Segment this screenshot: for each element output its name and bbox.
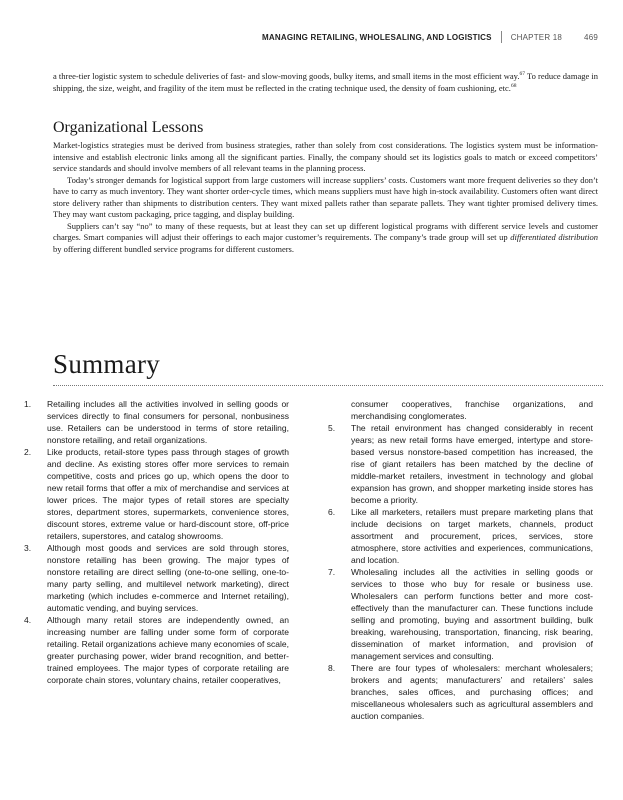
summary-item xyxy=(24,446,289,542)
summary-item xyxy=(328,662,593,722)
page-number: 469 xyxy=(584,33,598,42)
running-head xyxy=(0,31,598,45)
summary-item xyxy=(24,398,289,446)
footnote-ref: 67 xyxy=(519,71,525,78)
paragraph: Today’s stronger demands for logistical support from large customers will increase suppliers’ costs. Customers want more frequent deliveries so they don’t have to carry as much inventory. They want shorter order-cycle times, which means suppliers must have high in-stock availability. Customers often want direct store delivery rather than shipments to distribution centers. They want mixed pallets rather than separate pallets. They want tighter promised delivery times. They may want custom packaging, price tagging, and display building. xyxy=(53,174,598,219)
paragraph-text: Suppliers can’t say “no” to many of these requests, but at least they can set up different logistical programs with different service levels and customer charges. Smart companies will adjust their offerings to each major customer’s requirements. The company’s trade group will set up xyxy=(53,220,598,242)
intro-text-2: To reduce damage in shipping, the size, weight, and fragility of the item must be reflected in the crating technique used, the density of foam cushioning, etc. xyxy=(53,71,599,93)
emphasized-term: differentiated distribution xyxy=(510,232,598,242)
item-text: Retailing includes all the activities involved in selling goods or services directly to final consumers for personal, nonbusiness use. Retailers can be understood in terms of store retailing, nonstore retailing, and retail organizations. xyxy=(47,399,289,445)
item-number: 1. xyxy=(24,399,32,409)
item-text: The retail environment has changed considerably in recent years; as new retail forms have emerged, intertype and store-based versus nonstore-based competition has increased, the rise of giant retailers has been matched by the decline of middle-market retailers, investment in technology and global expansion has grown, and shopper marketing inside stores has become a priority. xyxy=(351,423,593,505)
footnote-ref: 68 xyxy=(510,82,517,89)
intro-paragraph xyxy=(53,71,598,94)
organizational-lessons-body xyxy=(53,140,598,255)
summary-column-left xyxy=(24,398,289,686)
paragraph: Market-logistics strategies must be derived from business strategies, rather than solely from cost considerations. The logistics system must be information-intensive and establish electronic links among all the significant parties. Finally, the company should set its logistics goals to match or exceed competitors’ service standards and should involve members of all relevant teams in the planning process. xyxy=(53,140,598,173)
item-text: Like all marketers, retailers must prepare marketing plans that include decisions on target markets, channels, product assortment and procurement, prices, services, store atmosphere, store activities and experiences, communications, and location. xyxy=(351,507,593,565)
running-head-chapter: CHAPTER 18 xyxy=(510,33,563,42)
item-number: 4. xyxy=(24,615,32,625)
paragraph-text: by offering different bundled service programs for different customers. xyxy=(53,243,294,254)
item-text: There are four types of wholesalers: merchant wholesalers; brokers and agents; manufacturers’ and retailers’ sales branches, sales offices, and purchasing offices; and miscellaneous wholesalers such as agricultural assemblers and auction companies. xyxy=(351,663,593,721)
summary-item xyxy=(328,566,593,662)
item-number: 7. xyxy=(328,567,336,577)
section-heading-organizational-lessons: Organizational Lessons xyxy=(53,119,204,136)
summary-item-continued xyxy=(328,398,593,422)
item-number: 3. xyxy=(24,543,32,553)
item-text: consumer cooperatives, franchise organizations, and merchandising conglomerates. xyxy=(351,399,593,421)
summary-item xyxy=(24,614,289,686)
item-number: 2. xyxy=(24,447,32,457)
summary-column-right xyxy=(328,398,593,722)
paragraph xyxy=(53,221,598,256)
summary-heading: Summary xyxy=(53,349,161,379)
item-number: 5. xyxy=(328,423,336,433)
item-text: Although many retail stores are independently owned, an increasing number are falling under some form of corporate retailing. Retail organizations achieve many economies of scale, greater purchasing power, wider brand recognition, and better-trained employees. The major types of corporate retailing are corporate chain stores, voluntary chains, retailer cooperatives, xyxy=(47,615,289,685)
item-number: 6. xyxy=(328,507,336,517)
dotted-divider xyxy=(53,385,603,386)
summary-item xyxy=(24,542,289,614)
item-number xyxy=(328,398,351,422)
running-head-title: MANAGING RETAILING, WHOLESALING, AND LOGISTICS xyxy=(262,33,492,42)
summary-item xyxy=(328,506,593,566)
item-number: 8. xyxy=(328,663,336,673)
running-head-divider xyxy=(501,31,502,43)
item-text: Although most goods and services are sold through stores, nonstore retailing has been growing. The major types of nonstore retailing are direct selling (one-to-one selling, one-to-many party selling, and multilevel network marketing), direct marketing (which includes e-commerce and Internet retailing), automatic vending, and buying services. xyxy=(47,543,289,613)
summary-item xyxy=(328,422,593,506)
item-text: Wholesaling includes all the activities in selling goods or services to those who buy for resale or business use. Wholesalers can perform functions better and more cost-effectively than the manufacturer can. These functions include selling and promoting, buying and assortment building, bulk breaking, warehousing, transportation, financing, risk bearing, dissemination of market information, and provision of management services and consulting. xyxy=(351,567,593,661)
item-text: Like products, retail-store types pass through stages of growth and decline. As existing stores offer more services to remain competitive, costs and prices go up, which opens the door to new retail forms that offer a mix of merchandise and services at lower prices. The major types of retail stores are specialty stores, department stores, supermarkets, convenience stores, discount stores, extreme value or hard-discount store, off-price retailers, superstores, and catalog showrooms. xyxy=(47,447,289,541)
intro-text: a three-tier logistic system to schedule deliveries of fast- and slow-moving goods, bulky items, and small items in the most efficient way. xyxy=(53,71,520,81)
